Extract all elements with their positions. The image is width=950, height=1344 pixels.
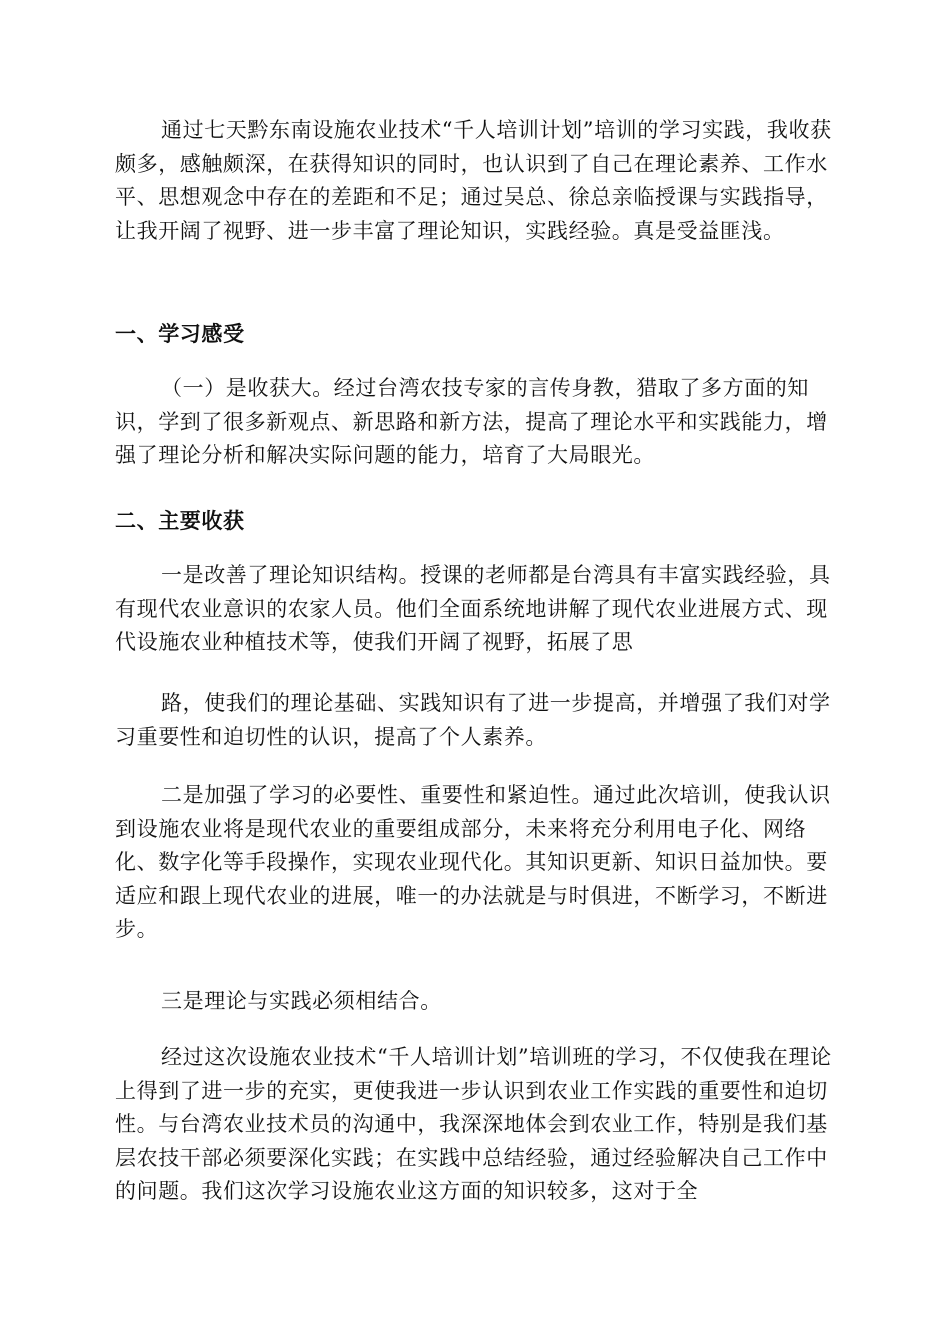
paragraph-harvest: （一）是收获大。经过台湾农技专家的言传身教，猎取了多方面的知识，学到了很多新观点、新思路和新方法，提高了理论水平和实践能力，增强了理论分析和解决实际问题的能力，培育了大局眼光。 [115, 376, 828, 467]
paragraph-conclusion: 经过这次设施农业技术“千人培训计划”培训班的学习，不仅使我在理论上得到了进一步的充实，更使我进一步认识到农业工作实践的重要性和迫切性。与台湾农业技术员的沟通中，我深深地体会到农业工作，特别是我们基层农技干部必须要深化实践；在实践中总结经验，通过经验解决自己工作中的问题。我们这次学习设施农业这方面的知识较多，这对于全 [115, 1045, 832, 1203]
intro-paragraph: 通过七天黔东南设施农业技术“千人培训计划”培训的学习实践，我收获颇多，感触颇深，在获得知识的同时，也认识到了自己在理论素养、工作水平、思想观念中存在的差距和不足；通过吴总、徐总亲临授课与实践指导，让我开阔了视野、进一步丰富了理论知识，实践经验。真是受益匪浅。 [115, 118, 832, 243]
section-heading-learning-feelings: 一、学习感受 [115, 322, 245, 346]
paragraph-gain-two: 二是加强了学习的必要性、重要性和紧迫性。通过此次培训，使我认识到设施农业将是现代农业的重要组成部分，未来将充分利用电子化、网络化、数字化等手段操作，实现农业现代化。其知识更新、知识日益加快。要适应和跟上现代农业的进展，唯一的办法就是与时俱进，不断学习，不断进步。 [115, 783, 831, 941]
paragraph-gain-one: 一是改善了理论知识结构。授课的老师都是台湾具有丰富实践经验，具有现代农业意识的农家人员。他们全面系统地讲解了现代农业进展方式、现代设施农业种植技术等，使我们开阔了视野，拓展了思 [115, 563, 831, 654]
paragraph-gain-one-continued: 路，使我们的理论基础、实践知识有了进一步提高，并增强了我们对学习重要性和迫切性的认识，提高了个人素养。 [115, 691, 831, 749]
section-heading-main-gains: 二、主要收获 [115, 509, 245, 533]
paragraph-gain-three: 三是理论与实践必须相结合。 [161, 989, 442, 1013]
